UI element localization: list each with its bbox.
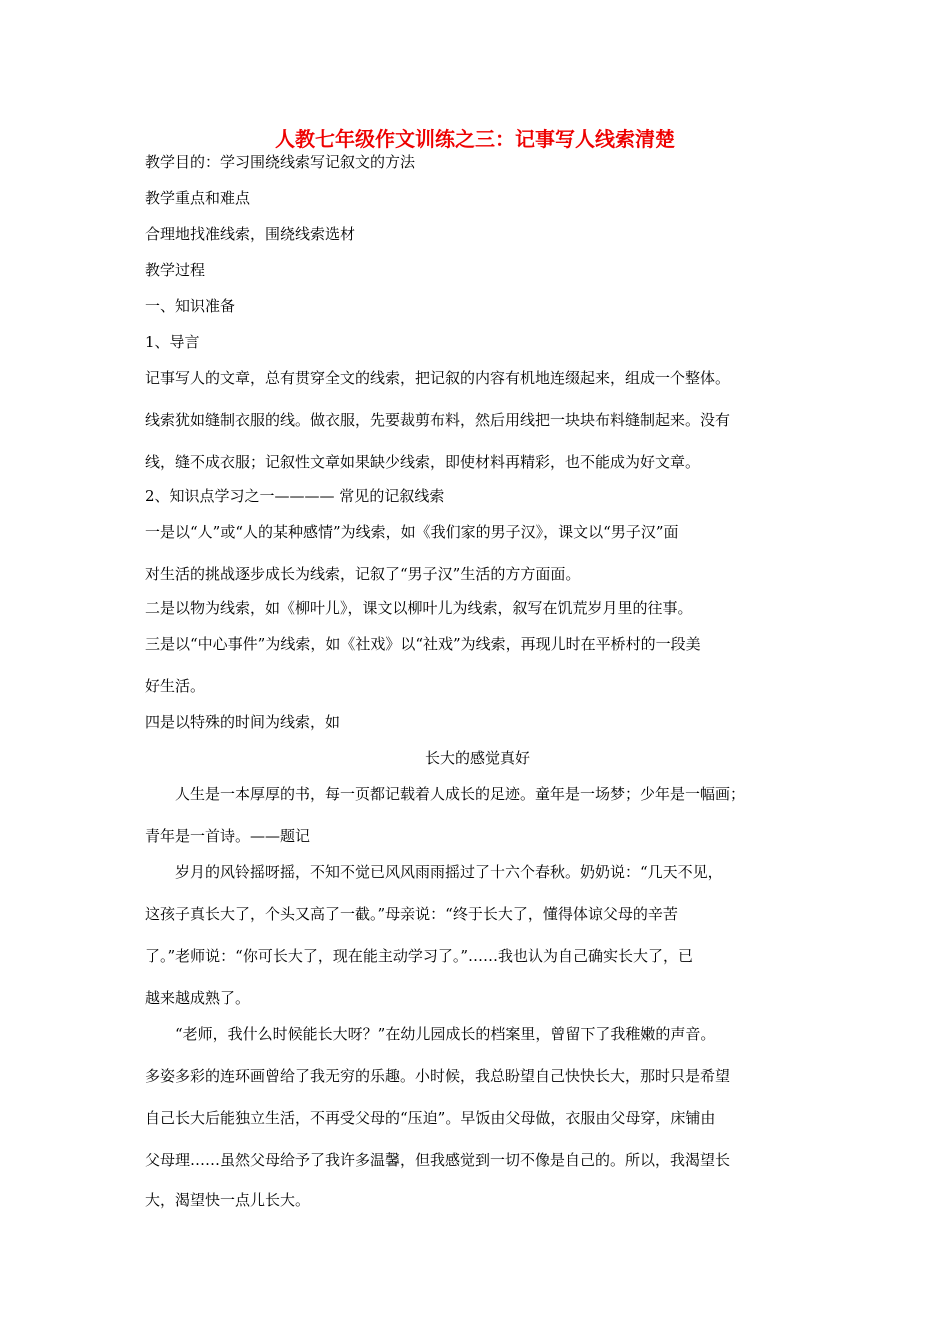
essay-line: 青年是一首诗。——题记 xyxy=(145,827,311,845)
text-line: 2、知识点学习之一———— 常见的记叙线索 xyxy=(145,487,445,505)
text-line: 教学目的：学习围绕线索写记叙文的方法 xyxy=(145,153,416,171)
essay-line: “老师，我什么时候能长大呀？”在幼儿园成长的档案里，曾留下了我稚嫩的声音。 xyxy=(175,1025,716,1043)
text-line: 好生活。 xyxy=(145,677,206,695)
essay-line: 这孩子真长大了，个头又高了一截。”母亲说：“终于长大了，懂得体谅父母的辛苦 xyxy=(145,905,678,923)
text-line: 三是以“中心事件”为线索，如《社戏》以“社戏”为线索，再现儿时在平桥村的一段美 xyxy=(145,635,701,653)
essay-line: 人生是一本厚厚的书，每一页都记载着人成长的足迹。童年是一场梦；少年是一幅画； xyxy=(175,785,746,803)
text-line: 二是以物为线索，如《柳叶儿》，课文以柳叶儿为线索，叙写在饥荒岁月里的往事。 xyxy=(145,599,693,617)
essay-line: 岁月的风铃摇呀摇，不知不觉已风风雨雨摇过了十六个春秋。奶奶说：“几天不见， xyxy=(175,863,723,881)
text-line: 记事写人的文章，总有贯穿全文的线索，把记叙的内容有机地连缀起来，组成一个整体。 xyxy=(145,369,731,387)
essay-line: 越来越成熟了。 xyxy=(145,989,251,1007)
text-line: 合理地找准线索，围绕线索选材 xyxy=(145,225,356,243)
essay-line: 自己长大后能独立生活，不再受父母的“压迫”。早饭由父母做，衣服由父母穿，床铺由 xyxy=(145,1109,716,1127)
essay-line: 多姿多彩的连环画曾给了我无穷的乐趣。小时候，我总盼望自己快快长大，那时只是希望 xyxy=(145,1067,731,1085)
text-line: 四是以特殊的时间为线索，如 xyxy=(145,713,341,731)
document-title: 人教七年级作文训练之三：记事写人线索清楚 xyxy=(275,127,675,151)
text-line: 对生活的挑战逐步成长为线索，记叙了“男子汉”生活的方方面面。 xyxy=(145,565,581,583)
essay-title: 长大的感觉真好 xyxy=(424,749,530,767)
text-line: 教学过程 xyxy=(145,261,206,279)
text-line: 1、导言 xyxy=(145,333,200,351)
text-line: 一是以“人”或“人的某种感情”为线索，如《我们家的男子汉》，课文以“男子汉”面 xyxy=(145,523,679,541)
essay-line: 了。”老师说：“你可长大了，现在能主动学习了。”……我也认为自己确实长大了，已 xyxy=(145,947,694,965)
text-line: 线，缝不成衣服；记叙性文章如果缺少线索，即使材料再精彩，也不能成为好文章。 xyxy=(145,453,701,471)
text-line: 教学重点和难点 xyxy=(145,189,251,207)
essay-line: 大，渴望快一点儿长大。 xyxy=(145,1191,311,1209)
text-line: 线索犹如缝制衣服的线。做衣服，先要裁剪布料，然后用线把一块块布料缝制起来。没有 xyxy=(145,411,731,429)
essay-line: 父母理……虽然父母给予了我许多温馨，但我感觉到一切不像是自己的。所以，我渴望长 xyxy=(145,1151,731,1169)
text-line: 一、知识准备 xyxy=(145,297,236,315)
